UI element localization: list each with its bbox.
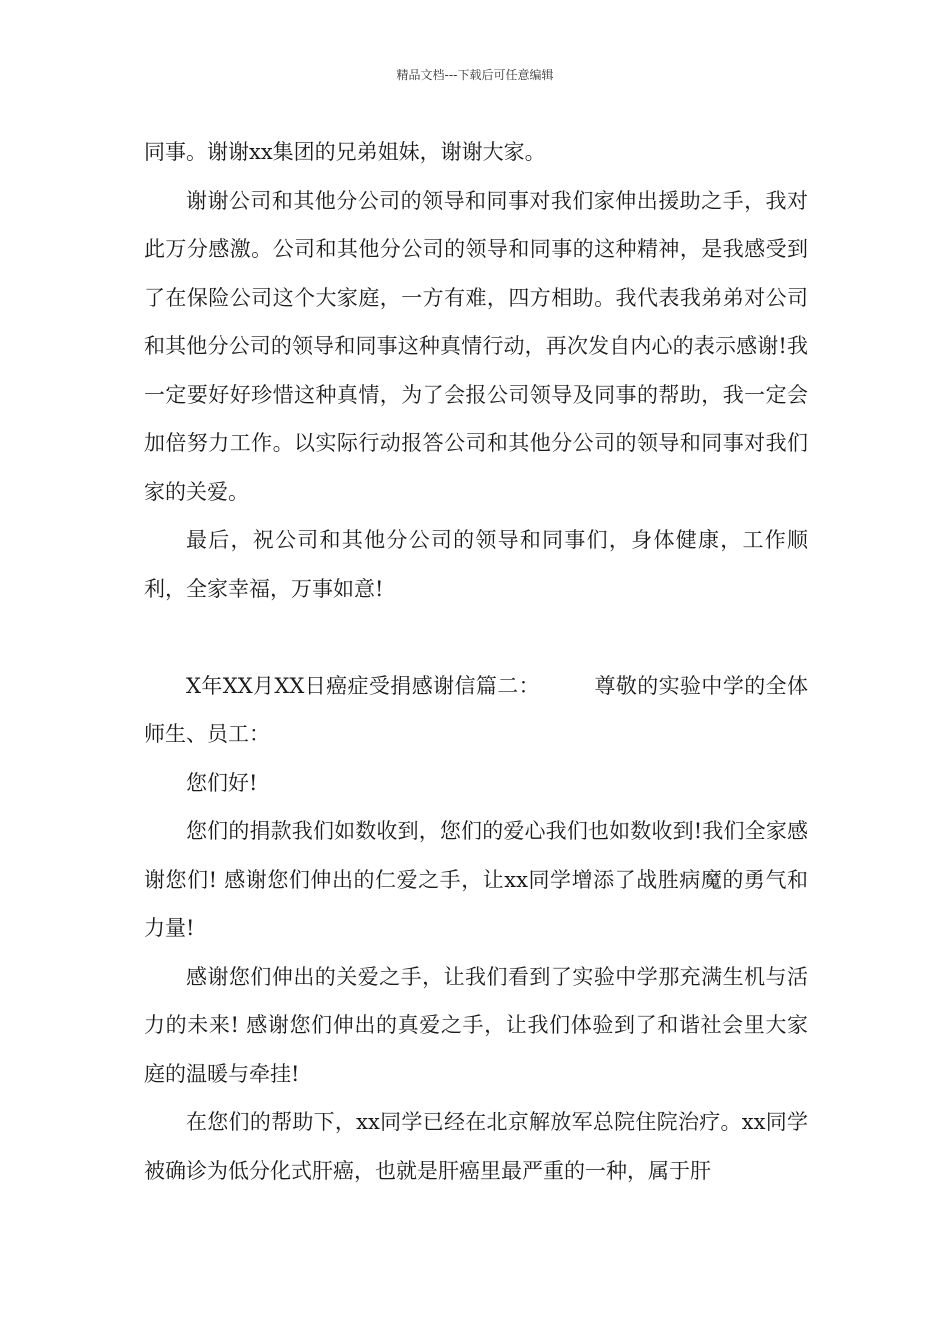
paragraph-5: 您们好! (186, 770, 258, 795)
paragraph-1: 同事。谢谢xx集团的兄弟姐妹，谢谢大家。 (144, 140, 546, 164)
letter-title: X年XX月XX日癌症受捐感谢信篇二： (186, 673, 541, 698)
paragraph-4 (144, 662, 808, 759)
paragraph-8: 在您们的帮助下，xx同学已经在北京解放军总院住院治疗。xx同学被确诊为低分化式肝癌，也就是肝癌里最严重的一种，属于肝 (144, 1110, 808, 1183)
paragraph-gap (144, 613, 808, 662)
page-header: 精品文档---下载后可任意编辑 (396, 68, 554, 82)
paragraph-2: 谢谢公司和其他分公司的领导和同事对我们家伸出援助之手，我对此万分感激。公司和其他分公司的领导和同事的这种精神，是我感受到了在保险公司这个大家庭，一方有难，四方相助。我代表我弟弟对公司和其他分公司的领导和同事这种真情行动，再次发自内心的表示感谢!我一定要好好珍惜这种真情，为了会报公司领导及同事的帮助，我一定会加倍努力工作。以实际行动报答公司和其他分公司的领导和同事对我们家的关爱。 (144, 188, 808, 504)
paragraph-6: 您们的捐款我们如数收到，您们的爱心我们也如数收到!我们全家感谢您们! 感谢您们伸出的仁爱之手，让xx同学增添了战胜病魔的勇气和力量! (144, 819, 808, 940)
salutation: 尊敬的实验中学的全体师生、员工： (144, 673, 809, 746)
letter-body (144, 128, 808, 1195)
paragraph-7: 感谢您们伸出的关爱之手，让我们看到了实验中学那充满生机与活力的未来! 感谢您们伸出的真爱之手，让我们体验到了和谐社会里大家庭的温暖与牵挂! (144, 964, 808, 1086)
paragraph-3: 最后，祝公司和其他分公司的领导和同事们，身体健康，工作顺利，全家幸福，万事如意! (144, 528, 808, 601)
